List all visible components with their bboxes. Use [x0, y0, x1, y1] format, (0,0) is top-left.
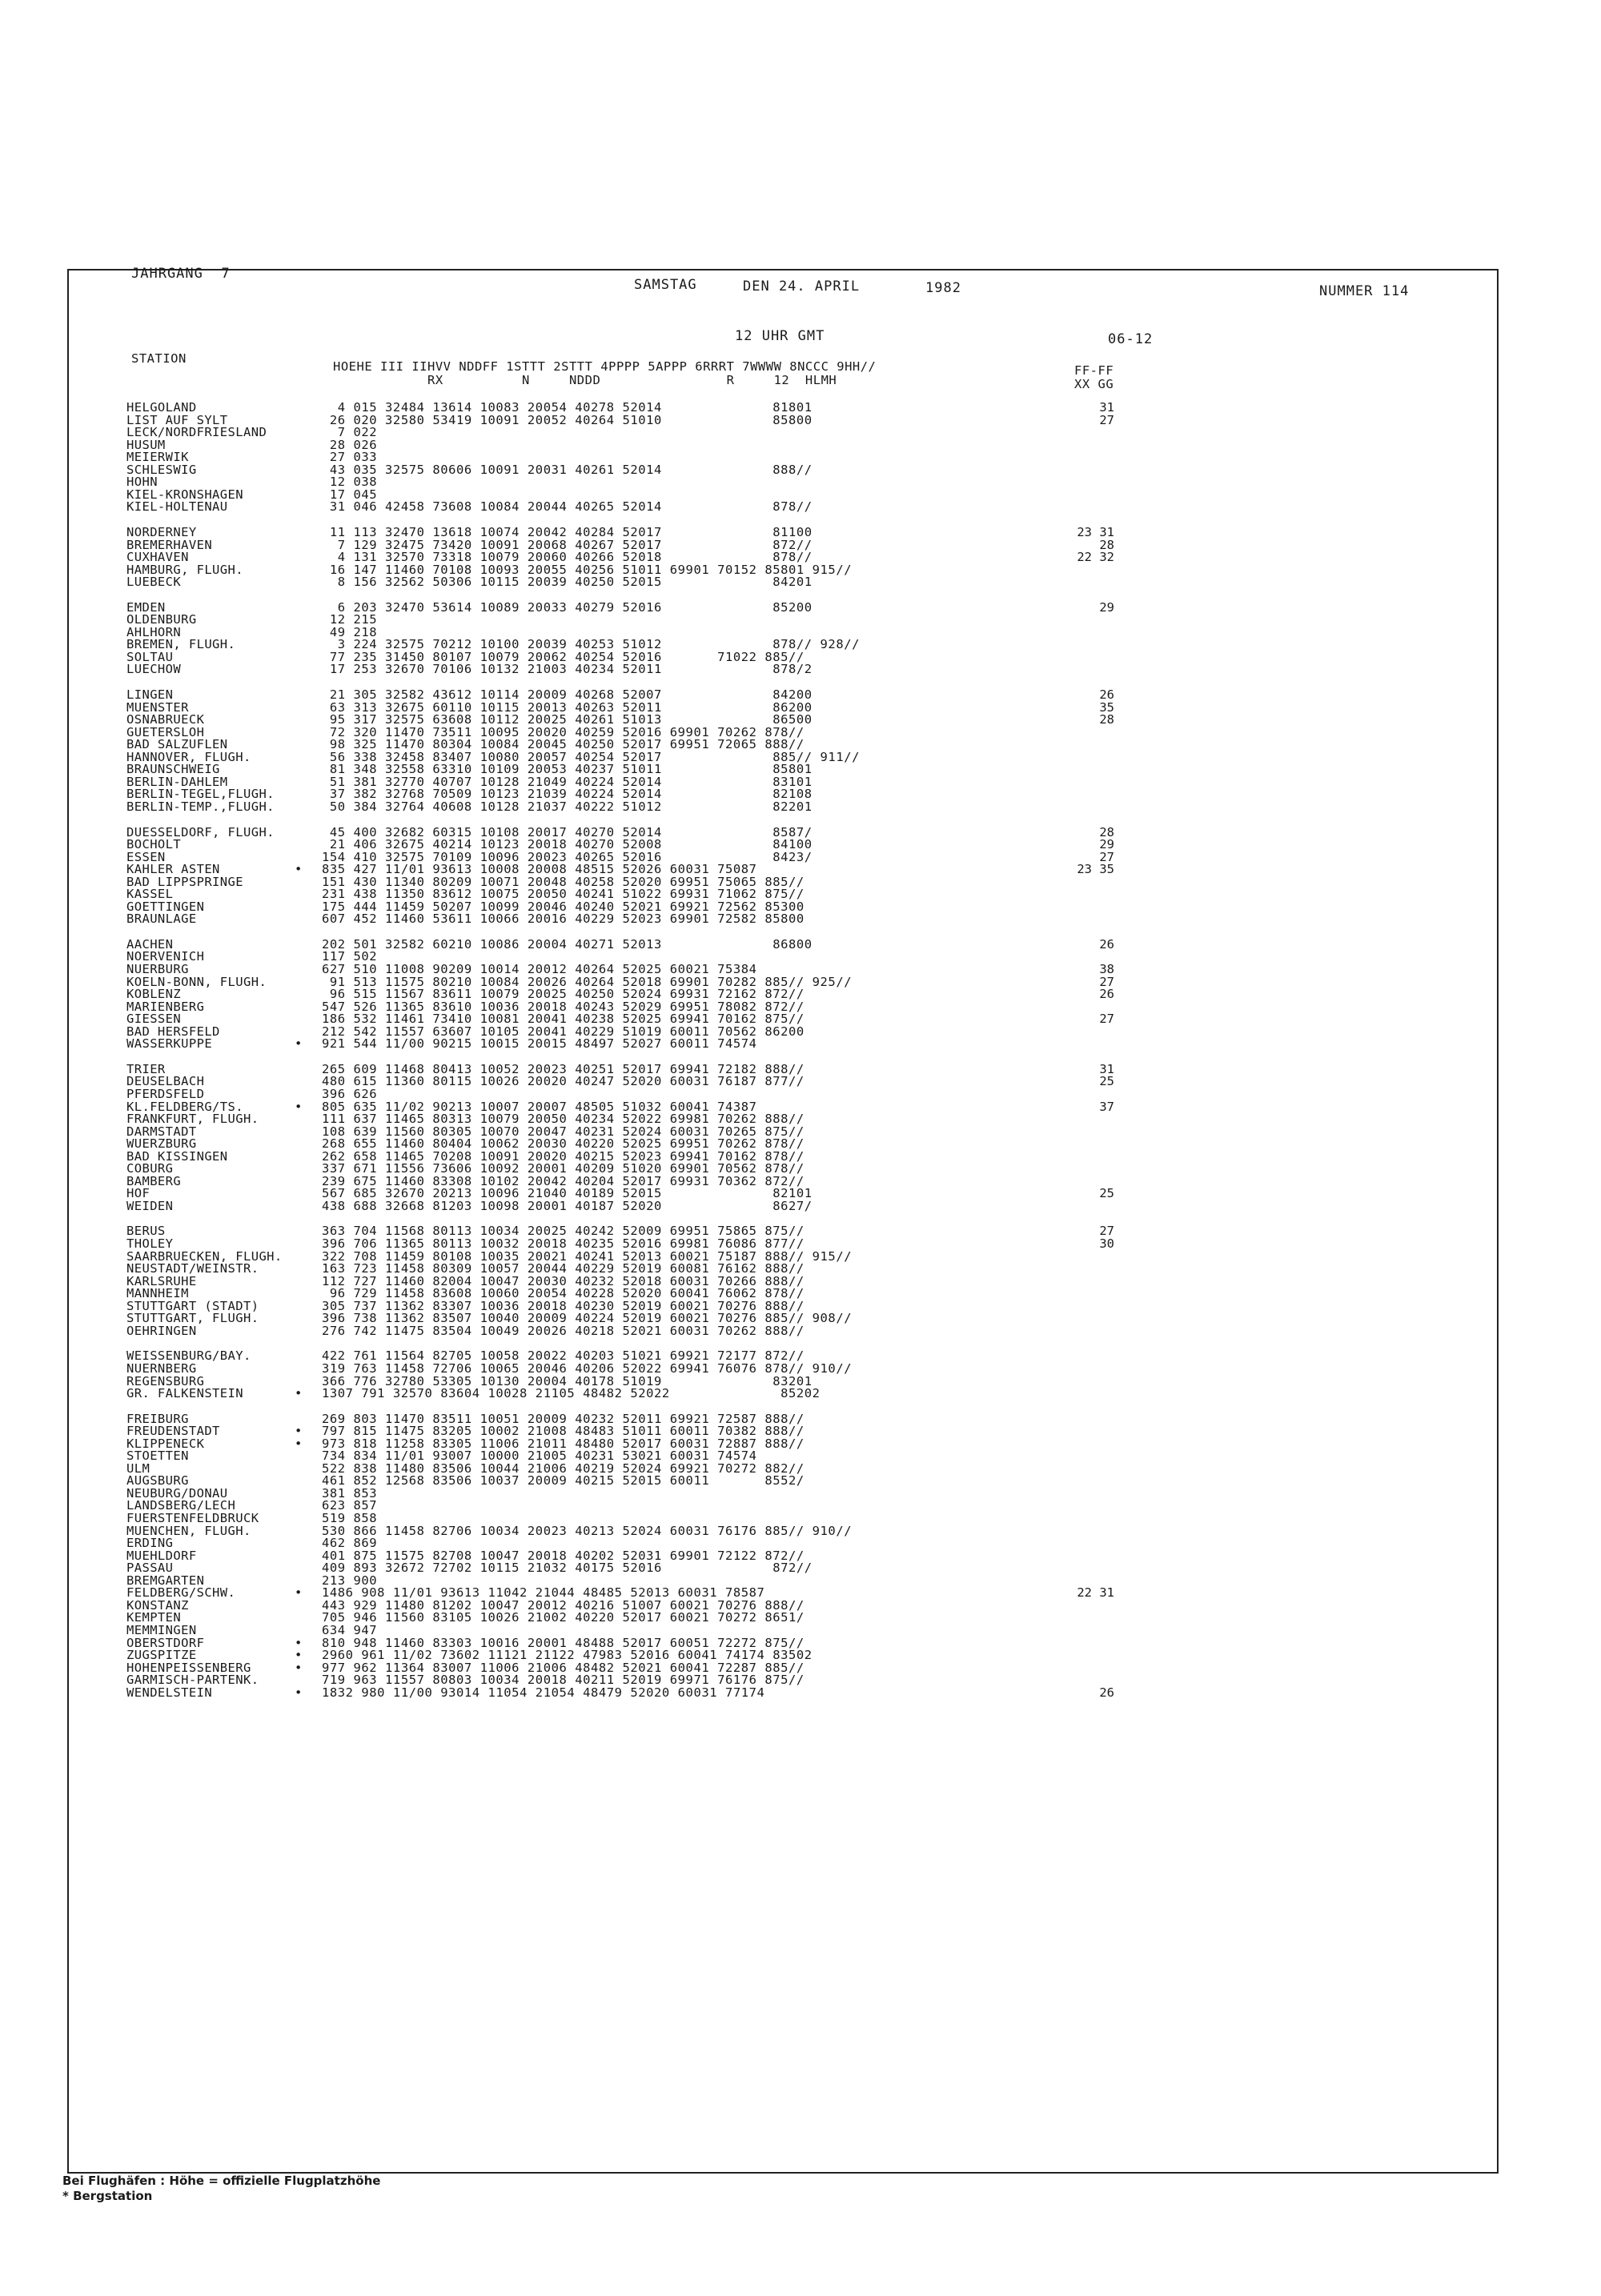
observation-values: 186 532 11461 73410 10081 20041 40238 52025 69941 70162 875//: [322, 1012, 805, 1027]
observation-values: 17 045: [322, 487, 378, 502]
gust-values: 23 31: [1077, 524, 1114, 539]
station-name: GR. FALKENSTEIN: [126, 1386, 243, 1401]
station-name: DUESSELDORF, FLUGH.: [126, 824, 275, 839]
table-row: [0, 464, 1601, 477]
observation-values: 27 033: [322, 450, 378, 465]
station-name: WEISSENBURG/BAY.: [126, 1348, 251, 1364]
observation-values: 401 875 11575 82708 10047 20018 40202 52031 69901 72122 872//: [322, 1548, 805, 1563]
station-name: DEUSELBACH: [126, 1074, 205, 1089]
station-name: OBERSTDORF: [126, 1635, 205, 1650]
station-name: HELGOLAND: [126, 400, 197, 415]
observation-values: 31 046 42458 73608 10084 20044 40265 52014 878//: [322, 499, 813, 515]
gust-values: 23 35: [1077, 862, 1114, 877]
gust-values: 26: [1099, 936, 1114, 952]
table-row: [0, 1485, 1601, 1501]
observation-values: 50 384 32764 40608 10128 21037 40222 51012 82201: [322, 799, 813, 814]
gust-values: 27: [1099, 974, 1114, 989]
station-name: WEIDEN: [126, 1198, 174, 1213]
station-name: GOETTINGEN: [126, 899, 205, 914]
observation-values: 1832 980 11/00 93014 11054 21054 48479 52020 60031 77174: [322, 1685, 765, 1700]
observation-values: 154 410 32575 70109 10096 20023 40265 52016 8423/: [322, 849, 813, 864]
station-name: PASSAU: [126, 1561, 174, 1576]
observation-values: 16 147 11460 70108 10093 20055 40256 51011 69901 70152 85801 915//: [322, 562, 853, 577]
observation-values: 443 929 11480 81202 10047 20012 40216 51007 60021 70276 888//: [322, 1597, 805, 1613]
observation-values: 77 235 31450 80107 10079 20062 40254 52016 71022 885//: [322, 649, 805, 664]
station-name: BRAUNLAGE: [126, 912, 197, 927]
gust-values: 22 31: [1077, 1585, 1114, 1601]
gust-values: 26: [1099, 1685, 1114, 1700]
observation-values: 522 838 11480 83506 10044 21006 40219 52024 69921 70272 882//: [322, 1461, 805, 1476]
station-name: KEMPTEN: [126, 1610, 182, 1625]
station-name: FREIBURG: [126, 1411, 189, 1426]
station-name: PFERDSFELD: [126, 1086, 205, 1101]
observation-values: 12 038: [322, 475, 378, 490]
observation-values: 212 542 11557 63607 10105 20041 40229 51019 60011 70562 86200: [322, 1024, 805, 1039]
station-name: GUETERSLOH: [126, 724, 205, 739]
station-name: NUERBURG: [126, 962, 189, 976]
observation-values: 797 815 11475 83205 10002 21008 48483 51011 60011 70382 888//: [322, 1424, 805, 1439]
station-name: KIEL-KRONSHAGEN: [126, 487, 243, 502]
observation-values: 112 727 11460 82004 10047 20030 40232 52018 60031 70266 888//: [322, 1273, 805, 1288]
observation-values: 45 400 32682 60315 10108 20017 40270 52014 8587/: [322, 824, 813, 839]
observation-values: 56 338 32458 83407 10080 20057 40254 52017 885// 911//: [322, 749, 860, 764]
gust-values: 25: [1099, 1186, 1114, 1201]
station-name: LUECHOW: [126, 662, 182, 677]
mountain-station-marker: •: [295, 1648, 303, 1663]
station-name: OLDENBURG: [126, 612, 197, 627]
gust-values: 27: [1099, 849, 1114, 864]
footnote-mountain-station: * Bergstation: [62, 2189, 153, 2203]
observation-values: 6 203 32470 53614 10089 20033 40279 52016 85200: [322, 599, 813, 615]
observation-values: 422 761 11564 82705 10058 20022 40203 51021 69921 72177 872//: [322, 1348, 805, 1364]
observation-values: 202 501 32582 60210 10086 20004 40271 52013 86800: [322, 936, 813, 952]
station-name: AACHEN: [126, 936, 174, 952]
station-name: MUENCHEN, FLUGH.: [126, 1523, 251, 1538]
observation-values: 530 866 11458 82706 10034 20023 40213 52024 60031 76176 885// 910//: [322, 1523, 853, 1538]
station-name: REGENSBURG: [126, 1373, 205, 1388]
column-header-line1: HOEHE III IIHVV NDDFF 1STTT 2STTT 4PPPP 5APPP 6RRRT 7WWWW 8NCCC 9HH//: [333, 359, 877, 374]
station-name: BAMBERG: [126, 1173, 182, 1188]
observation-values: 96 729 11458 83608 10060 20054 40228 52020 60041 76062 878//: [322, 1286, 805, 1301]
station-name: BAD HERSFELD: [126, 1024, 220, 1039]
station-name: COBURG: [126, 1161, 174, 1176]
station-name: BAD KISSINGEN: [126, 1148, 228, 1164]
station-name: BERLIN-DAHLEM: [126, 774, 228, 789]
ff-header-line2: XX GG: [1074, 377, 1114, 391]
station-name: EMDEN: [126, 599, 166, 615]
gust-values: 29: [1099, 837, 1114, 852]
table-row: [0, 501, 1601, 514]
station-name: OSNABRUECK: [126, 712, 205, 727]
station-name: BERLIN-TEMP.,FLUGH.: [126, 799, 275, 814]
observation-values: 627 510 11008 90209 10014 20012 40264 52025 60021 75384: [322, 962, 757, 976]
station-name: BERLIN-TEGEL,FLUGH.: [126, 787, 275, 802]
gust-values: 27: [1099, 1224, 1114, 1239]
station-name: WASSERKUPPE: [126, 1036, 213, 1052]
station-name: NOERVENICH: [126, 949, 205, 964]
table-row: [0, 1612, 1601, 1625]
table-row: [0, 1038, 1601, 1051]
gust-values: 22 32: [1077, 550, 1114, 565]
station-name: KL.FELDBERG/TS.: [126, 1099, 243, 1114]
station-name: BREMEN, FLUGH.: [126, 637, 236, 652]
observation-values: 461 852 12568 83506 10037 20009 40215 52015 60011 8552/: [322, 1473, 805, 1489]
mountain-station-marker: •: [295, 1436, 303, 1451]
station-name: KAHLER ASTEN: [126, 862, 220, 877]
station-name: SOLTAU: [126, 649, 174, 664]
observation-values: 11 113 32470 13618 10074 20042 40284 52017 81100: [322, 524, 813, 539]
observation-values: 163 723 11458 80309 10057 20044 40229 52019 60081 76162 888//: [322, 1261, 805, 1276]
gust-values: 28: [1099, 537, 1114, 552]
observation-values: 21 406 32675 40214 10123 20018 40270 52008 84100: [322, 837, 813, 852]
issue-number: NUMMER 114: [1319, 283, 1410, 299]
observation-values: 98 325 11470 80304 10084 20045 40250 52017 69951 72065 888//: [322, 737, 805, 752]
station-name: OEHRINGEN: [126, 1323, 197, 1338]
observation-values: 268 655 11460 80404 10062 20030 40220 52025 69951 70262 878//: [322, 1136, 805, 1152]
observation-values: 462 869: [322, 1536, 378, 1551]
observation-values: 111 637 11465 80313 10079 20050 40234 52022 69981 70262 888//: [322, 1112, 805, 1127]
observation-values: 21 305 32582 43612 10114 20009 40268 52007 84200: [322, 687, 813, 702]
table-row: [0, 663, 1601, 676]
observation-values: 239 675 11460 83308 10102 20042 40204 52017 69931 70362 872//: [322, 1173, 805, 1188]
gust-values: 35: [1099, 699, 1114, 715]
observation-values: 634 947: [322, 1622, 378, 1637]
station-name: STUTTGART (STADT): [126, 1298, 259, 1313]
table-row: [0, 1076, 1601, 1088]
observation-values: 1307 791 32570 83604 10028 21105 48482 52022 85202: [322, 1386, 821, 1401]
station-name: BAD LIPPSPRINGE: [126, 874, 243, 889]
observation-values: 705 946 11560 83105 10026 21002 40220 52017 60021 70272 8651/: [322, 1610, 805, 1625]
observation-values: 269 803 11470 83511 10051 20009 40232 52011 69921 72587 888//: [322, 1411, 805, 1426]
gust-values: 28: [1099, 712, 1114, 727]
gust-values: 26: [1099, 687, 1114, 702]
observation-values: 396 626: [322, 1086, 378, 1101]
table-row: [0, 1026, 1601, 1039]
station-name: LIST AUF SYLT: [126, 412, 228, 427]
observation-values: 231 438 11350 83612 10075 20050 40241 51022 69931 71062 875//: [322, 887, 805, 902]
observation-values: 381 853: [322, 1485, 378, 1501]
station-name: BREMGARTEN: [126, 1573, 205, 1588]
observation-values: 519 858: [322, 1511, 378, 1525]
station-name: MANNHEIM: [126, 1286, 189, 1301]
observation-values: 7 022: [322, 425, 378, 440]
observation-values: 91 513 11575 80210 10084 20026 40264 52018 69901 70282 885// 925//: [322, 974, 853, 989]
observation-values: 95 317 32575 63608 10112 20025 40261 51013 86500: [322, 712, 813, 727]
observation-values: 12 215: [322, 612, 378, 627]
station-name: BERUS: [126, 1224, 166, 1239]
gust-values: 27: [1099, 1012, 1114, 1027]
observation-values: 567 685 32670 20213 10096 21040 40189 52015 82101: [322, 1186, 813, 1201]
station-name: MARIENBERG: [126, 999, 205, 1014]
observation-values: 17 253 32670 70106 10132 21003 40234 52011 878/2: [322, 662, 813, 677]
station-name: BREMERHAVEN: [126, 537, 213, 552]
table-row: [0, 439, 1601, 452]
observation-values: 108 639 11560 80305 10070 20047 40231 52024 60031 70265 875//: [322, 1124, 805, 1139]
station-name: NORDERNEY: [126, 524, 197, 539]
table-row: [0, 1575, 1601, 1588]
observation-values: 366 776 32780 53305 10130 20004 40178 51019 83201: [322, 1373, 813, 1388]
observation-values: 810 948 11460 83303 10016 20001 48488 52017 60051 72272 875//: [322, 1635, 805, 1650]
gust-values: 31: [1099, 400, 1114, 415]
table-row: [0, 936, 1601, 952]
observation-values: 96 515 11567 83611 10079 20025 40250 52024 69931 72162 872//: [322, 987, 805, 1002]
footnote-airports: Bei Flughäfen : Höhe = offizielle Flugplatzhöhe: [62, 2174, 381, 2188]
station-name: NUERNBERG: [126, 1360, 197, 1376]
observation-values: 2960 961 11/02 73602 11121 21122 47983 52016 60041 74174 83502: [322, 1648, 813, 1663]
observation-values: 805 635 11/02 90213 10007 20007 48505 51032 60041 74387: [322, 1099, 757, 1114]
station-name: WENDELSTEIN: [126, 1685, 213, 1700]
station-name: LINGEN: [126, 687, 174, 702]
station-name: AHLHORN: [126, 624, 182, 639]
station-name: FREUDENSTADT: [126, 1424, 220, 1439]
gust-values: 28: [1099, 824, 1114, 839]
station-name: HOHN: [126, 475, 158, 490]
station-name: SAARBRUECKEN, FLUGH.: [126, 1248, 283, 1264]
mountain-station-marker: •: [295, 1099, 303, 1114]
mountain-station-marker: •: [295, 1685, 303, 1700]
gust-values: 38: [1099, 962, 1114, 976]
station-name: AUGSBURG: [126, 1473, 189, 1489]
station-name: HUSUM: [126, 437, 166, 452]
observation-values: 26 020 32580 53419 10091 20052 40264 51010 85800: [322, 412, 813, 427]
gust-values: 29: [1099, 599, 1114, 615]
period-range: 06-12: [1108, 331, 1154, 347]
table-row: [0, 1674, 1601, 1687]
station-name: LUEBECK: [126, 575, 182, 590]
table-row: [0, 1325, 1601, 1338]
table-row: [0, 801, 1601, 814]
observation-values: 51 381 32770 40707 10128 21049 40224 52014 83101: [322, 774, 813, 789]
table-row: [0, 614, 1601, 627]
observation-values: 37 382 32768 70509 10123 21039 40224 52014 82108: [322, 787, 813, 802]
observation-values: 265 609 11468 80413 10052 20023 40251 52017 69941 72182 888//: [322, 1061, 805, 1076]
station-name: NEUBURG/DONAU: [126, 1485, 228, 1501]
table-row: [0, 913, 1601, 926]
observation-values: 480 615 11360 80115 10026 20020 40247 52020 60031 76187 877//: [322, 1074, 805, 1089]
observation-values: 835 427 11/01 93613 10008 20008 48515 52026 60031 75087: [322, 862, 757, 877]
station-name: FRANKFURT, FLUGH.: [126, 1112, 259, 1127]
year: 1982: [925, 280, 961, 296]
gust-values: 26: [1099, 987, 1114, 1002]
station-name: DARMSTADT: [126, 1124, 197, 1139]
observation-values: 151 430 11340 80209 10071 20048 40258 52020 69951 75065 885//: [322, 874, 805, 889]
column-header-line2: RX N NDDD R 12 HLMH: [333, 373, 837, 387]
station-name: THOLEY: [126, 1236, 174, 1251]
table-row: [0, 1438, 1601, 1451]
observation-values: 973 818 11258 83305 11006 21011 48480 52017 60031 72887 888//: [322, 1436, 805, 1451]
observation-values: 4 015 32484 13614 10083 20054 40278 52014 81801: [322, 400, 813, 415]
station-name: KASSEL: [126, 887, 174, 902]
station-name: GARMISCH-PARTENK.: [126, 1673, 259, 1688]
observation-values: 305 737 11362 83307 10036 20018 40230 52019 60021 70276 888//: [322, 1298, 805, 1313]
gust-values: 37: [1099, 1099, 1114, 1114]
table-row: [0, 851, 1601, 864]
date: DEN 24. APRIL: [743, 278, 861, 295]
mountain-station-marker: •: [295, 862, 303, 877]
station-name: BOCHOLT: [126, 837, 182, 852]
observation-values: 28 026: [322, 437, 378, 452]
observation-values: 4 131 32570 73318 10079 20060 40266 52018 878//: [322, 550, 813, 565]
observation-values: 1486 908 11/01 93613 11042 21044 48485 52013 60031 78587: [322, 1585, 765, 1601]
observation-values: 49 218: [322, 624, 378, 639]
observation-values: 322 708 11459 80108 10035 20021 40241 52013 60021 75187 888// 915//: [322, 1248, 853, 1264]
station-name: HOHENPEISSENBERG: [126, 1660, 251, 1675]
station-name: BAD SALZUFLEN: [126, 737, 228, 752]
station-name: HANNOVER, FLUGH.: [126, 749, 251, 764]
station-name: STUTTGART, FLUGH.: [126, 1311, 259, 1326]
weekday: SAMSTAG: [634, 277, 697, 293]
station-name: KLIPPENECK: [126, 1436, 205, 1451]
station-name: MEIERWIK: [126, 450, 189, 465]
observation-values: 409 893 32672 72702 10115 21032 40175 52016 872//: [322, 1561, 813, 1576]
observation-values: 319 763 11458 72706 10065 20046 40206 52022 69941 76076 878// 910//: [322, 1360, 853, 1376]
observation-values: 81 348 32558 63310 10109 20053 40237 51011 85801: [322, 762, 813, 777]
station-name: KOBLENZ: [126, 987, 182, 1002]
station-name: MUEHLDORF: [126, 1548, 197, 1563]
gust-values: 25: [1099, 1074, 1114, 1089]
station-name: STOETTEN: [126, 1449, 189, 1464]
mountain-station-marker: •: [295, 1585, 303, 1601]
observation-values: 175 444 11459 50207 10099 20046 40240 52021 69921 72562 85300: [322, 899, 805, 914]
gust-values: 31: [1099, 1061, 1114, 1076]
mountain-station-marker: •: [295, 1635, 303, 1650]
observation-values: 117 502: [322, 949, 378, 964]
station-name: MUENSTER: [126, 699, 189, 715]
observation-values: 719 963 11557 80803 10034 20018 40211 52019 69971 76176 875//: [322, 1673, 805, 1688]
table-row: [0, 1687, 1601, 1700]
observation-values: 623 857: [322, 1498, 378, 1513]
table-row: [0, 427, 1601, 439]
station-name: NEUSTADT/WEINSTR.: [126, 1261, 259, 1276]
table-row: [0, 576, 1601, 589]
observation-values: 363 704 11568 80113 10034 20025 40242 52009 69951 75865 875//: [322, 1224, 805, 1239]
station-name: CUXHAVEN: [126, 550, 189, 565]
observation-values: 3 224 32575 70212 10100 20039 40253 51012 878// 928//: [322, 637, 860, 652]
table-row: [0, 1388, 1601, 1400]
table-row: [0, 599, 1601, 615]
table-row: [0, 1200, 1601, 1213]
station-name: GIESSEN: [126, 1012, 182, 1027]
gust-values: 27: [1099, 412, 1114, 427]
gust-values: 30: [1099, 1236, 1114, 1251]
observation-values: 213 900: [322, 1573, 378, 1588]
observation-values: 438 688 32668 81203 10098 20001 40187 52020 8627/: [322, 1198, 813, 1213]
table-row: [0, 1525, 1601, 1538]
station-name: TRIER: [126, 1061, 166, 1076]
mountain-station-marker: •: [295, 1036, 303, 1052]
station-name: ZUGSPITZE: [126, 1648, 197, 1663]
station-name: HOF: [126, 1186, 150, 1201]
station-name: BRAUNSCHWEIG: [126, 762, 220, 777]
table-row: [0, 1562, 1601, 1575]
station-name: KIEL-HOLTENAU: [126, 499, 228, 515]
station-name: SCHLESWIG: [126, 462, 197, 477]
observation-values: 63 313 32675 60110 10115 20013 40263 52011 86200: [322, 699, 813, 715]
table-row: [0, 1475, 1601, 1488]
station-name: ERDING: [126, 1536, 174, 1551]
observation-values: 396 738 11362 83507 10040 20009 40224 52019 60021 70276 885// 908//: [322, 1311, 853, 1326]
mountain-station-marker: •: [295, 1424, 303, 1439]
station-name: LECK/NORDFRIESLAND: [126, 425, 267, 440]
station-name: KONSTANZ: [126, 1597, 189, 1613]
mountain-station-marker: •: [295, 1386, 303, 1401]
observation-values: 734 834 11/01 93007 10000 21005 40231 53021 60031 74574: [322, 1449, 757, 1464]
station-name: HAMBURG, FLUGH.: [126, 562, 243, 577]
station-name: ULM: [126, 1461, 150, 1476]
station-name: MEMMINGEN: [126, 1622, 197, 1637]
station-name: ESSEN: [126, 849, 166, 864]
observation-values: 8 156 32562 50306 10115 20039 40250 52015 84201: [322, 575, 813, 590]
station-name: FUERSTENFELDBRUCK: [126, 1511, 259, 1525]
mountain-station-marker: •: [295, 1660, 303, 1675]
observation-values: 921 544 11/00 90215 10015 20015 48497 52027 60011 74574: [322, 1036, 757, 1052]
station-column-header: STATION: [131, 351, 187, 366]
observation-values: 547 526 11365 83610 10036 20018 40243 52029 69951 78082 872//: [322, 999, 805, 1014]
station-name: WUERZBURG: [126, 1136, 197, 1152]
observation-values: 337 671 11556 73606 10092 20001 40209 51020 69901 70562 878//: [322, 1161, 805, 1176]
observation-time: 12 UHR GMT: [735, 328, 825, 344]
station-name: KOELN-BONN, FLUGH.: [126, 974, 267, 989]
observation-values: 607 452 11460 53611 10066 20016 40229 52023 69901 72582 85800: [322, 912, 805, 927]
ff-header-line1: FF-FF: [1074, 363, 1114, 378]
station-name: LANDSBERG/LECH: [126, 1498, 236, 1513]
observation-values: 43 035 32575 80606 10091 20031 40261 52014 888//: [322, 462, 813, 477]
station-name: FELDBERG/SCHW.: [126, 1585, 236, 1601]
observation-values: 276 742 11475 83504 10049 20026 40218 52021 60031 70262 888//: [322, 1323, 805, 1338]
jahrgang: JAHRGANG 7: [131, 266, 231, 282]
observation-values: 7 129 32475 73420 10091 20068 40267 52017 872//: [322, 537, 813, 552]
station-name: KARLSRUHE: [126, 1273, 197, 1288]
observation-values: 977 962 11364 83007 11006 21006 48482 52021 60041 72287 885//: [322, 1660, 805, 1675]
table-row: [0, 951, 1601, 964]
observation-values: 72 320 11470 73511 10095 20020 40259 52016 69901 70262 878//: [322, 724, 805, 739]
observation-values: 396 706 11365 80113 10032 20018 40235 52016 69981 76086 877//: [322, 1236, 805, 1251]
observation-values: 262 658 11465 70208 10091 20020 40215 52023 69941 70162 878//: [322, 1148, 805, 1164]
